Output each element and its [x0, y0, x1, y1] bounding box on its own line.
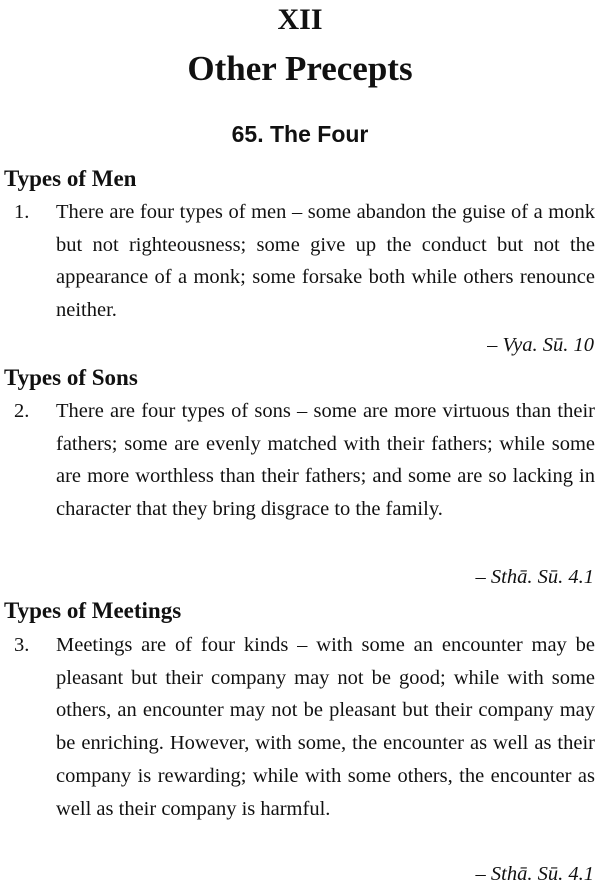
entry-heading-sons: Types of Sons [4, 365, 138, 390]
chapter-number: XII [277, 3, 323, 36]
entry-number: 2. [14, 400, 30, 422]
entry-number: 3. [14, 634, 30, 656]
entry-item-sons [0, 395, 600, 559]
entry-citation: – Sthā. Sū. 4.1 [475, 566, 594, 588]
entry-item-men [0, 196, 600, 327]
entry-text: There are four types of men – some abandon the guise of a monk but not righteousness; some give up the conduct but not the appearance of a monk; some forsake both while others renounce neither. [56, 201, 595, 322]
entry-heading-meetings: Types of Meetings [4, 598, 182, 623]
entry-heading-men: Types of Men [4, 166, 137, 191]
entry-citation: – Sthā. Sū. 4.1 [475, 863, 594, 885]
entry-text: Meetings are of four kinds – with some an encounter may be pleasant but their company may not be good; while with some others, an encounter may not be pleasant but their company may be enriching. However, with some, the encounter as well as their company is rewarding; while with some others, the encounter as well as their company is harmful. [56, 634, 595, 820]
entry-citation: – Vya. Sū. 10 [487, 334, 594, 356]
entry-number: 1. [14, 201, 30, 223]
entry-text: There are four types of sons – some are more virtuous than their fathers; some are evenly matched with their fathers; while some are more worthless than their fathers; and some are so lacking in character that they bring disgrace to the family. [56, 400, 595, 521]
section-title: 65. The Four [231, 121, 369, 147]
chapter-title: Other Precepts [187, 49, 413, 88]
entry-item-meetings [0, 629, 600, 859]
